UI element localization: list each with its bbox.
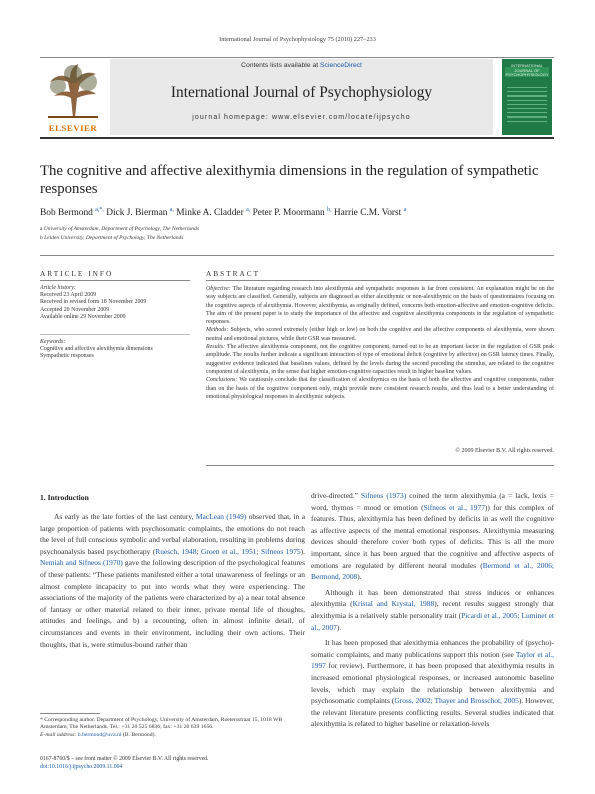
intro-column-right [311,490,554,730]
abstract-methods: Subjects, who scored extremely (either high or low) on both the cognitive and the affective components of alexithymia, were shown neutral and emotional pictures, while their GSR was measured. [206,327,555,342]
doi-link[interactable]: doi:10.1016/j.ijpsycho.2009.11.004 [40,764,123,770]
email-label: E-mail address: [40,731,78,738]
abstract-conclusions: We cautiously conclude that the classification of alexithymics on the basis of both the affective and cognitive components, rather than on the basis of the cognitive component only, might provide more consistent research results, and thus lead to a better understanding of emotional physiological responses in alexithymic subjects. [206,377,554,400]
section-rule [40,255,554,256]
citation-link[interactable]: Sifneos et al., 1977 [423,502,485,512]
author-affiliation-marker: a,*, [95,207,104,213]
cover-decoration [507,87,547,125]
citation-link[interactable]: MacLean (1949) [195,512,247,521]
elsevier-wordmark: ELSEVIER [48,123,98,133]
article-info-heading: ARTICLE INFO [40,269,114,278]
abstract-methods-label: Methods: [206,327,229,334]
author-name[interactable]: Peter P. Moormann [252,208,325,219]
abstract-results-label: Results: [206,344,226,351]
journal-citation: International Journal of Psychophysiology 75 (2010) 227–233 [219,36,376,43]
citation-link[interactable]: Kristal and Krystal, 1988 [352,599,435,609]
author-list [40,207,554,218]
abstract-conclusions-label: Conclusions: [206,377,238,384]
cover-title: INTERNATIONAL JOURNAL OF PSYCHOPHYSIOLOGY [505,63,549,78]
affiliation-b [40,235,554,241]
elsevier-tree-logo-icon [44,60,102,132]
header-bottom-rule [40,137,554,139]
abstract-results: The affective alexithymia component, not the cognitive component, turned out to be an important factor in the regulation of GSR peak amplitude. The results further indicate a significant interaction of type of emotional deficit (cognitive by affective) on GSR latency times. Finally, suggestive evidence indicated that baselines values, defined by the levels during the second preceding the stimulus, are related to the cognitive component of alexithymia, in the sense that higher emotion-cognitive capacities result in higher baseline values. [206,344,554,375]
keyword-item: Cognitive and affective alexithymia dimensions [40,346,153,353]
author-name[interactable]: Minke A. Cladder [176,208,244,219]
citation-link[interactable]: Ruesch, 1948 [155,546,197,556]
footnote-text: * Corresponding author. Department of Psychology, University of Amsterdam, Roetersstraat 15, 1018 WB Amsterdam, The Netherlands. Tel.: +31 20 525 6836; fax: +31 20 639 1656. [40,717,283,731]
keywords-label: Keywords: [40,339,66,345]
journal-cover-thumbnail [502,59,552,135]
corresponding-author-footnote [40,717,305,739]
front-matter-notice: 0167-8760/$ – see front matter © 2009 Elsevier B.V. All rights reserved. [40,756,209,762]
keywords-block [40,339,190,361]
history-item: Received 23 April 2009 [40,292,97,299]
abstract-heading: ABSTRACT [206,269,261,278]
citation-link[interactable]: Picardi et al., 2005; Luminet et al., 2007 [311,610,554,632]
history-item: Received in revised form 18 November 2009 [40,299,147,306]
citation-link[interactable]: Sifneos (1973) [360,491,407,500]
article-history [40,285,190,321]
affiliation-text: University of Amsterdam, Department of Psychology, The Netherlands [43,226,199,232]
affiliation-marker: a [40,226,43,232]
author-affiliation-marker: b, [327,207,332,213]
intro-heading: 1. Introduction [40,493,89,502]
email-suffix: (B. Bermond). [121,731,156,738]
author-name[interactable]: Harrie C.M. Vorst [333,208,402,219]
intro-paragraph-1: As early as the late forties of the last century, MacLean (1949) observed that, in a large proportion of patients with psychosomatic complaints, the emotions do not reach the level of full conscious symbolic and verbal elaboration, resulting in problems during psychoanalysis based psychotherapy (Ruesch, 1948; Groen et al., 1951; Sifneos 1975). Nemiah and Sifneos (1970) gave the following description of the psychological features of these patients: “These patients manifested either a total unawareness of feelings or an almost complete incapacity to put into words what they were experiencing. The associations of the majority of the patients were characterized by a) a near total absence of fantasy or other material related to their inner, private mental life of thoughts, attitudes and feelings, and b) a recounting, often in almost infinite detail, of circumstances and events in their environment, including their own actions. Their thoughts, that is, were stimulus-bound rather than [40,512,305,649]
history-item: Accepted 20 November 2009 [40,306,110,313]
intro-paragraph-1-cont: drive-directed.” Sifneos (1973) coined the term alexithymia (a = lack, lexis = word, thymos = mood or emotion (Sifneos et al., 1977)) for this complex of features. Thus, alexithymia has been defined by deficits in as well the cognitive as affective aspects of the mental emotional responses. Alexithymia measuring devices should therefore cover both types of deficits. This is all the more important, since it has been argued that the cognitive and affective aspects of emotions are regulated by different neural modules (Bermond et al., 2006; Bermond, 2008). [311,491,554,582]
journal-homepage[interactable]: journal homepage: www.elsevier.com/locate/ijpsycho [192,114,411,121]
author-affiliation-marker: a [403,207,407,213]
citation-link[interactable]: Sifneos 1975 [260,546,301,556]
header-top-rule [40,57,554,58]
keywords-rule [40,334,190,335]
journal-name: International Journal of Psychophysiology [170,84,433,101]
email-link[interactable]: b.bermond@uva.nl [77,731,122,738]
contents-prefix: Contents lists available at [241,62,321,69]
intro-column-left [40,511,305,650]
citation-link[interactable]: Bermond et al., 2006; Bermond, 2008 [311,560,554,582]
citation-link[interactable]: Groen et al., 1951 [200,546,257,556]
intro-paragraph-3: It has been proposed that alexithymia enhances the probability of (psycho)-somatic complaints, and many publications support this notion (see Taylor et al., 1997 for review). Furthermore, it has been proposed that alexithymia results in increased emotional physiological responses, or increased autonomic baseline levels, which may explain the relationship between alexithymia and psychosomatic complaints (Gross, 2002; Thayer and Brosschot, 2005). However, the relevant literature presents conflicting results. Several studies indicated that alexithymia is related to higher baseline or relaxation-levels [311,638,554,729]
history-item: Available online 29 November 2009 [40,313,126,320]
article-title: The cognitive and affective alexithymia dimensions in the regulation of sympathetic responses [40,163,539,197]
abstract-body [206,285,554,401]
author-affiliation-marker: a, [246,207,251,213]
history-label: Article history: [40,285,76,291]
sciencedirect-link[interactable]: ScienceDirect [320,62,362,69]
article-info-rule [40,280,190,281]
affiliation-text: Leiden University, Department of Psychology, The Netherlands [44,235,184,241]
author-affiliation-marker: a, [169,207,174,213]
author-name[interactable]: Bob Bermond [40,208,93,219]
affiliation-marker: b [40,235,43,241]
author-name[interactable]: Dick J. Bierman [106,208,168,219]
footnote-rule [40,713,100,714]
contents-available-line [110,62,493,69]
citation-link[interactable]: Gross, 2002; Thayer and Brosschot, 2005 [394,696,519,706]
page-footer [40,755,305,771]
citation-link[interactable]: Taylor et al., 1997 [311,649,554,671]
citation-link[interactable]: Nemiah and Sifneos (1970) [40,558,123,568]
keyword-item: Sympathetic responses [40,353,94,360]
abstract-rule [206,280,554,281]
affiliation-a [40,226,554,232]
abstract-objective-label: Objective: [206,286,231,292]
abstract-objective: The literature regarding research into alexithymia and sympathetic responses is far from consistent. An explanation might be on the way subjects are classified. Generally, subjects are diagnosed as either alexithymic or non-alexithymic on the basis of questionnaires focusing on the cognitive aspects of alexithymia. However, alexithymia, as originally defined, concerns both emotion-affective and emotion-cognitive deficits. The aim of the present paper is to study the importance of the affective and cognitive alexithymia components in the regulation of sympathetic responses. [206,286,554,326]
intro-paragraph-2: Although it has been demonstrated that stress induces or enhances alexithymia (Kristal and Krystal, 1988), recent results suggest strongly that alexithymia is a relatively stable personality trait (Picardi et al., 2005; Luminet et al., 2007). [311,587,554,632]
abstract-bottom-rule [206,465,554,466]
copyright-notice: © 2009 Elsevier B.V. All rights reserved. [455,448,554,454]
